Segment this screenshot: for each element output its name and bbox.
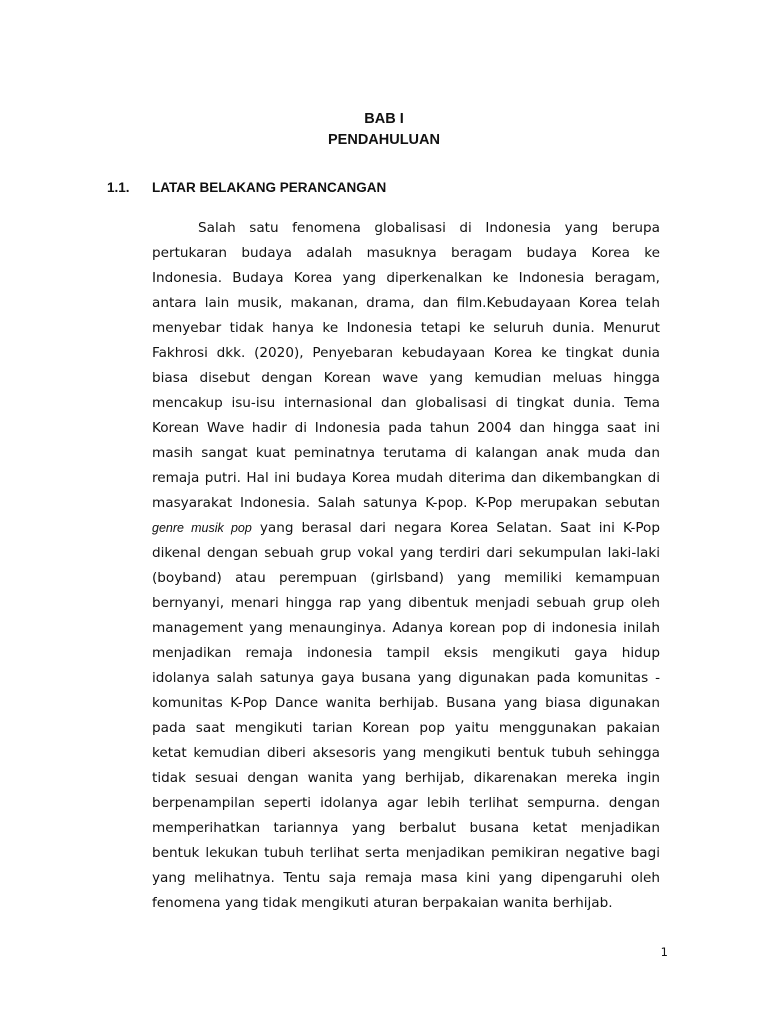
paragraph-line-rest: yang berasal dari negara Korea Selatan. Saat ini K-Pop [259,520,660,536]
section-number: 1.1. [107,180,130,195]
paragraph-line: mencakup isu-isu internasional dan globalisasi di tingkat dunia. Tema [152,395,660,411]
paragraph-line: memperihatkan tariannya yang berbalut busana ketat menjadikan [152,820,660,836]
paragraph-line-with-italic [152,516,660,541]
chapter-number: BAB I [364,111,404,127]
paragraph-line: biasa disebut dengan Korean wave yang kemudian meluas hingga [152,370,660,386]
paragraph-line: yang melihatnya. Tentu saja remaja masa kini yang dipengaruhi oleh [152,870,660,886]
chapter-title: PENDAHULUAN [328,132,440,148]
paragraph-line: tidak sesuai dengan wanita yang berhijab, dikarenakan mereka ingin [152,770,660,786]
paragraph-line: management yang menaunginya. Adanya korean pop di indonesia inilah [152,620,660,636]
section-title: LATAR BELAKANG PERANCANGAN [152,180,387,195]
paragraph-line: berpenampilan seperti idolanya agar lebih terlihat sempurna. dengan [152,795,660,811]
paragraph-line: antara lain musik, makanan, drama, dan film.Kebudayaan Korea telah [152,295,660,311]
paragraph-line: masih sangat kuat peminatnya terutama di kalangan anak muda dan [152,445,660,461]
paragraph-line: ketat kemudian diberi aksesoris yang mengikuti bentuk tubuh sehingga [152,745,660,761]
paragraph-line: dikenal dengan sebuah grup vokal yang terdiri dari sekumpulan laki-laki [152,545,660,561]
paragraph-line: pada saat mengikuti tarian Korean pop yaitu menggunakan pakaian [152,720,660,736]
paragraph-line: menjadikan remaja indonesia tampil eksis mengikuti gaya hidup [152,645,660,661]
paragraph-line: Indonesia. Budaya Korea yang diperkenalkan ke Indonesia beragam, [152,270,660,286]
paragraph-line: Salah satu fenomena globalisasi di Indonesia yang berupa [198,220,660,236]
paragraph-line: bernyanyi, menari hingga rap yang dibentuk menjadi sebuah grup oleh [152,595,660,611]
paragraph-line: pertukaran budaya adalah masuknya beragam budaya Korea ke [152,245,660,261]
paragraph-line: menyebar tidak hanya ke Indonesia tetapi ke seluruh dunia. Menurut [152,320,660,336]
page-number: 1 [660,945,668,959]
paragraph-line: bentuk lekukan tubuh terlihat serta menjadikan pemikiran negative bagi [152,845,660,861]
paragraph-line: Korean Wave hadir di Indonesia pada tahun 2004 dan hingga saat ini [152,420,660,436]
paragraph-line: masyarakat Indonesia. Salah satunya K-pop. K-Pop merupakan sebutan [152,495,660,511]
paragraph-line: idolanya salah satunya gaya busana yang digunakan pada komunitas - [152,670,660,686]
paragraph-line: komunitas K-Pop Dance wanita berhijab. Busana yang biasa digunakan [152,695,660,711]
body-paragraph [152,216,660,916]
paragraph-line: (boyband) atau perempuan (girlsband) yang memiliki kemampuan [152,570,660,586]
paragraph-line: Fakhrosi dkk. (2020), Penyebaran kebudayaan Korea ke tingkat dunia [152,345,660,361]
paragraph-line: remaja putri. Hal ini budaya Korea mudah diterima dan dikembangkan di [152,470,660,486]
paragraph-line: fenomena yang tidak mengikuti aturan berpakaian wanita berhijab. [152,895,613,911]
italic-phrase: genre musik pop [152,521,252,535]
